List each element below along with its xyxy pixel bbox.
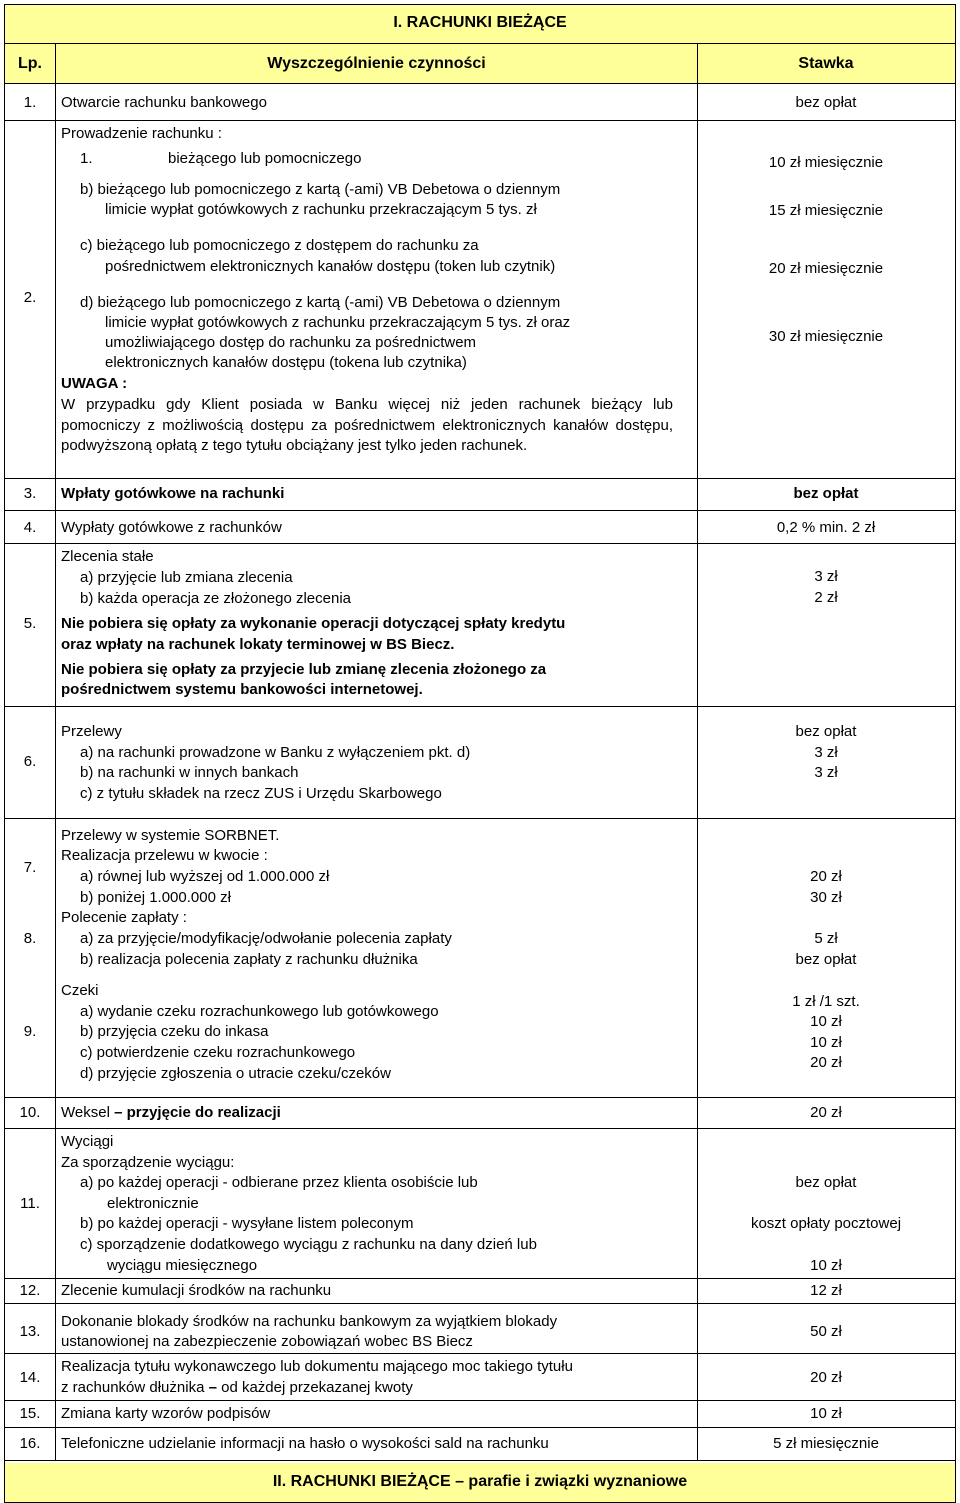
footer-section-title: II. RACHUNKI BIEŻĄCE – parafie i związki wyznaniowe (272, 1473, 688, 1490)
row-16-rate: 5 zł miesięcznie (773, 1435, 879, 1452)
row-2-note: W przypadku gdy Klient posiada w Banku więcej niż jeden rachunek bieżący lub pomocniczy z możliwością dostępu za pośrednictwem elektronicznych kanałów dostępu, podwyższoną opłatą z tego tytułu obciążany jest tylko jeden rachunek. (61, 396, 673, 454)
row-11-rate-c: 10 zł (810, 1257, 842, 1274)
row-14-dash: – (208, 1379, 217, 1396)
row-2-item-d-line4: elektronicznych kanałów dostępu (tokena lub czytnika) (105, 354, 467, 371)
row-13-number: 13. (19, 1323, 41, 1340)
row-6-rate-a: bez opłat (795, 723, 857, 740)
row-5-rate-b: 2 zł (814, 589, 838, 606)
row-12-description: Zlecenie kumulacji środków na rachunku (61, 1282, 332, 1299)
row-12-number: 12. (19, 1282, 41, 1299)
row-5-line1: Zlecenia stałe (61, 548, 154, 565)
row-6-item-a: a) na rachunki prowadzone w Banku z wyłączeniem pkt. d) (80, 744, 471, 761)
row-8-line1: Polecenie zapłaty : (61, 909, 187, 926)
header-description: Wyszczególnienie czynności (267, 55, 486, 72)
row-9-item-c: c) potwierdzenie czeku rozrachunkowego (80, 1044, 356, 1061)
row-7-line2: Realizacja przelewu w kwocie : (61, 847, 268, 864)
row-9-rate-a: 1 zł /1 szt. (792, 993, 860, 1010)
row-13-rate: 50 zł (810, 1323, 842, 1340)
row-5-rate-a: 3 zł (814, 568, 838, 585)
row-10-number: 10. (19, 1104, 41, 1121)
row-2-item-b-line1: b) bieżącego lub pomocniczego z kartą (-ami) VB Debetowa o dziennym (80, 181, 561, 198)
row-2-intro: Prowadzenie rachunku : (61, 125, 222, 142)
row-15-description: Zmiana karty wzorów podpisów (61, 1405, 271, 1422)
row-4-description: Wypłaty gotówkowe z rachunków (61, 519, 282, 536)
row-10-description-bold: – przyjęcie do realizacji (114, 1104, 281, 1121)
header-rate: Stawka (798, 55, 854, 72)
row-7-line1: Przelewy w systemie SORBNET. (61, 827, 280, 844)
row-16-number: 16. (19, 1435, 41, 1452)
row-2-rate-b: 15 zł miesięcznie (768, 202, 884, 219)
row-7-rate-b: 30 zł (810, 889, 842, 906)
row-14-line2 (61, 1378, 413, 1398)
row-8-item-b: b) realizacja polecenia zapłaty z rachunku dłużnika (80, 951, 418, 968)
row-14-line1: Realizacja tytułu wykonawczego lub dokumentu mającego moc takiego tytułu (61, 1358, 573, 1375)
row-2-note-title: UWAGA : (61, 375, 128, 392)
row-5-note1-line1: Nie pobiera się opłaty za wykonanie operacji dotyczącej spłaty kredytu (61, 615, 566, 632)
row-15-number: 15. (19, 1405, 41, 1422)
row-2-item-d-line1: d) bieżącego lub pomocniczego z kartą (-ami) VB Debetowa o dziennym (80, 294, 561, 311)
row-1-rate: bez opłat (795, 94, 857, 111)
row-2-item-d-line2: limicie wypłat gotówkowych z rachunku przekraczającym 5 tys. zł oraz (105, 314, 571, 331)
row-14-number: 14. (19, 1369, 41, 1386)
row-10-rate: 20 zł (810, 1104, 842, 1121)
row-11-item-a-line2: elektronicznie (107, 1195, 199, 1212)
row-14-line2-plain: z rachunków dłużnika (61, 1379, 205, 1396)
row-11-rate-a: bez opłat (795, 1174, 857, 1191)
row-6-rate-b: 3 zł (814, 744, 838, 761)
row-3-number: 3. (23, 485, 37, 502)
row-9-number: 9. (23, 1023, 37, 1040)
row-11-rate-b: koszt opłaty pocztowej (750, 1215, 902, 1232)
row-2-rate-a: 10 zł miesięcznie (768, 154, 884, 171)
row-11-number: 11. (20, 1195, 40, 1212)
row-7-rate-a: 20 zł (810, 868, 842, 885)
row-15-rate: 10 zł (810, 1405, 842, 1422)
row-9-item-a: a) wydanie czeku rozrachunkowego lub gotówkowego (80, 1003, 439, 1020)
row-8-item-a: a) za przyjęcie/modyfikację/odwołanie polecenia zapłaty (80, 930, 452, 947)
row-5-item-b: b) każda operacja ze złożonego zlecenia (80, 590, 352, 607)
row-7-item-a: a) równej lub wyższej od 1.000.000 zł (80, 868, 330, 885)
row-2-rate-c: 20 zł miesięcznie (768, 260, 884, 277)
row-2-item-d-line3: umożliwiającego dostęp do rachunku za pośrednictwem (105, 334, 477, 351)
row-11-line1: Wyciągi (61, 1133, 114, 1150)
row-6-rate-c: 3 zł (814, 764, 838, 781)
row-9-line1: Czeki (61, 982, 99, 999)
row-11-line2: Za sporządzenie wyciągu: (61, 1154, 235, 1171)
row-5-note1-line2: oraz wpłaty na rachunek lokaty terminowej w BS Biecz. (61, 636, 455, 653)
row-4-rate: 0,2 % min. 2 zł (776, 519, 876, 536)
row-11-item-c-line1: c) sporządzenie dodatkowego wyciągu z rachunku na dany dzień lub (80, 1236, 537, 1253)
row-2-item-b-line2: limicie wypłat gotówkowych z rachunku przekraczającym 5 tys. zł (105, 201, 537, 218)
row-9-rate-c: 10 zł (810, 1034, 842, 1051)
row-8-rate-a: 5 zł (814, 930, 838, 947)
row-13-line1: Dokonanie blokady środków na rachunku bankowym za wyjątkiem blokady (61, 1313, 558, 1330)
row-1-description: Otwarcie rachunku bankowego (61, 94, 267, 111)
row-9-rate-d: 20 zł (810, 1054, 842, 1071)
row-9-item-b: b) przyjęcia czeku do inkasa (80, 1023, 269, 1040)
row-13-line2: ustanowionej na zabezpieczenie zobowiązań wobec BS Biecz (61, 1333, 473, 1350)
row-5-note2-line2: pośrednictwem systemu bankowości internetowej. (61, 681, 423, 698)
row-2-rate-d: 30 zł miesięcznie (768, 328, 884, 345)
row-11-item-a-line1: a) po każdej operacji - odbierane przez klienta osobiście lub (80, 1174, 478, 1191)
row-8-rate-b: bez opłat (795, 951, 857, 968)
row-10-description (61, 1103, 281, 1123)
row-2-number: 2. (23, 289, 37, 306)
row-7-number: 7. (23, 859, 37, 876)
row-3-rate: bez opłat (793, 485, 859, 502)
header-lp: Lp. (18, 55, 42, 72)
row-6-line1: Przelewy (61, 723, 122, 740)
row-5-number: 5. (23, 615, 37, 632)
row-11-item-b: b) po każdej operacji - wysyłane listem poleconym (80, 1215, 414, 1232)
row-11-item-c-line2: wyciągu miesięcznego (107, 1257, 258, 1274)
row-8-number: 8. (23, 930, 37, 947)
row-6-item-c: c) z tytułu składek na rzecz ZUS i Urzędu Skarbowego (80, 785, 442, 802)
row-5-note2-line1: Nie pobiera się opłaty za przyjecie lub zmianę zlecenia złożonego za (61, 661, 547, 678)
row-14-rate: 20 zł (810, 1369, 842, 1386)
row-16-description: Telefoniczne udzielanie informacji na hasło o wysokości sald na rachunku (61, 1435, 549, 1452)
row-5-item-a: a) przyjęcie lub zmiana zlecenia (80, 569, 293, 586)
row-9-item-d: d) przyjęcie zgłoszenia o utracie czeku/czeków (80, 1065, 391, 1082)
row-10-description-plain: Weksel (61, 1104, 110, 1121)
row-2-item-c-line1: c) bieżącego lub pomocniczego z dostępem do rachunku za (80, 237, 479, 254)
row-4-number: 4. (23, 519, 37, 536)
row-9-rate-b: 10 zł (810, 1013, 842, 1030)
row-1-number: 1. (23, 94, 37, 111)
row-12-rate: 12 zł (810, 1282, 842, 1299)
row-2-item-c-line2: pośrednictwem elektronicznych kanałów dostępu (token lub czytnik) (105, 258, 556, 275)
row-2-item-a-marker: 1. (80, 150, 93, 167)
row-2-item-a: bieżącego lub pomocniczego (168, 150, 362, 167)
row-6-number: 6. (23, 753, 37, 770)
row-7-item-b: b) poniżej 1.000.000 zł (80, 889, 231, 906)
section-title: I. RACHUNKI BIEŻĄCE (393, 14, 567, 31)
row-3-description: Wpłaty gotówkowe na rachunki (61, 485, 285, 502)
row-14-line2-rest: od każdej przekazanej kwoty (221, 1379, 413, 1396)
row-6-item-b: b) na rachunki w innych bankach (80, 764, 299, 781)
